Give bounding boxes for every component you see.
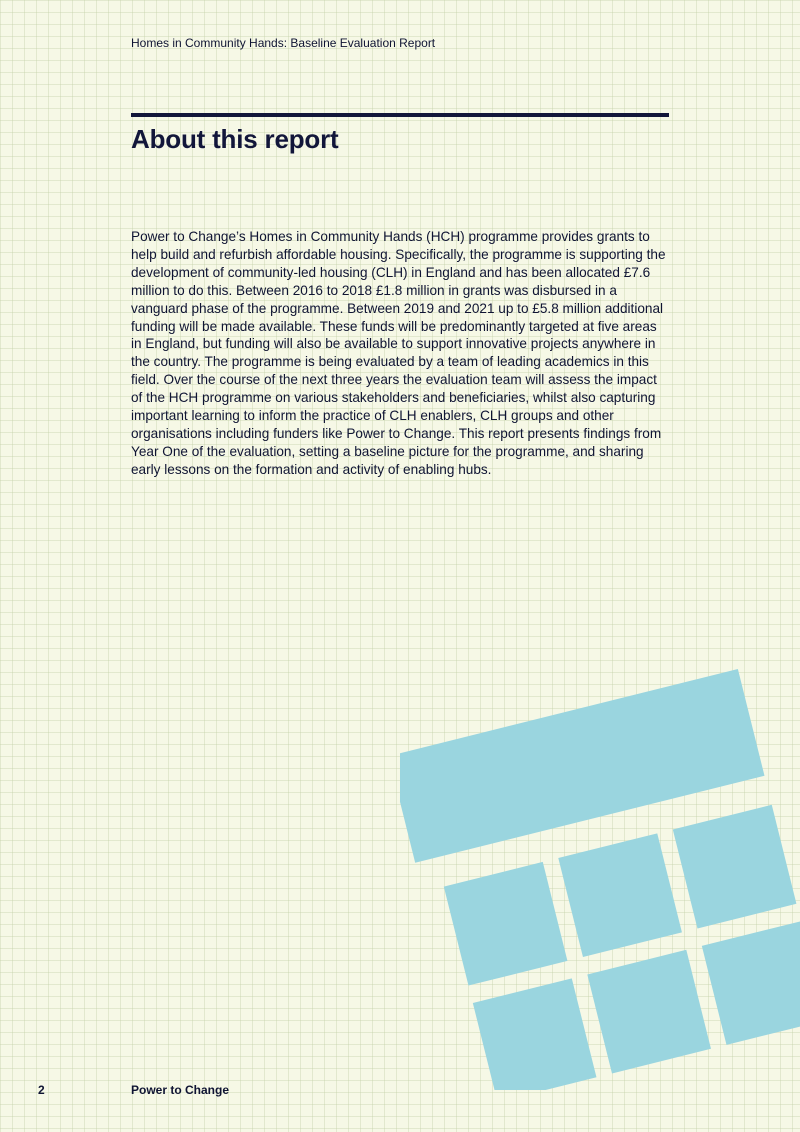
tile-row2-b bbox=[587, 950, 711, 1074]
tile-row1-a bbox=[444, 862, 568, 986]
footer-organisation: Power to Change bbox=[131, 1083, 230, 1097]
tile-row2-a bbox=[473, 978, 597, 1090]
tile-row1-c bbox=[673, 805, 797, 929]
tile-row2-c bbox=[702, 921, 800, 1045]
tile-row1-b bbox=[558, 833, 682, 957]
page-number: 2 bbox=[38, 1083, 45, 1097]
page-title: About this report bbox=[131, 124, 339, 154]
running-header: Homes in Community Hands: Baseline Evaluation Report bbox=[131, 36, 436, 50]
body-paragraph: Power to Change’s Homes in Community Hands (HCH) programme provides grants to help build and refurbish affordable housing. Specifically, the programme is supporting the development of community-led housing (CLH) in England and has been allocated £7.6 million to do this. Between 2016 to 2018 £1.8 million in grants was disbursed in a vanguard phase of the programme. Between 2019 and 2021 up to £5.8 million additional funding will be made available. These funds will be predominantly targeted at five areas in England, but funding will also be available to support innovative projects anywhere in the country. The programme is being evaluated by a team of leading academics in this field. Over the course of the next three years the evaluation team will assess the impact of the HCH programme on various stakeholders and beneficiaries, whilst also capturing important learning to inform the practice of CLH enablers, CLH groups and other organisations including funders like Power to Change. This report presents findings from Year One of the evaluation, setting a baseline picture for the programme, and sharing early lessons on the formation and activity of enabling hubs. bbox=[131, 229, 666, 477]
decorative-tiles-illustration bbox=[400, 630, 800, 1090]
title-rule bbox=[131, 113, 669, 117]
